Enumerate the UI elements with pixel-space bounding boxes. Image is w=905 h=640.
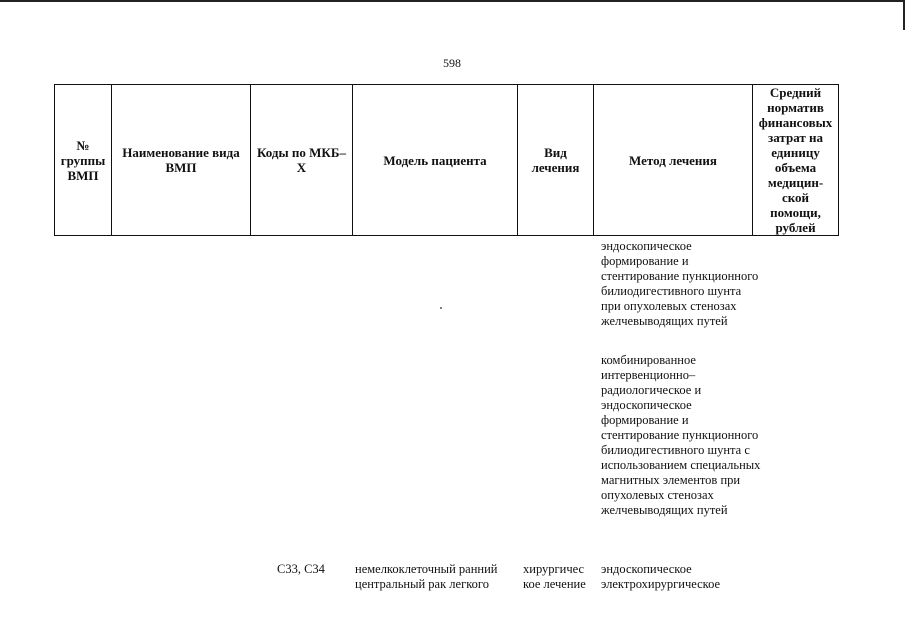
header-vmp-name: Наименование вида ВМП	[122, 145, 240, 175]
table-header	[54, 84, 839, 236]
header-average-cost: Средний норматив финансовых затрат на единицу объема медицин-ской помощи, рублей	[758, 85, 833, 235]
method-entry: комбинированное интервенционно–радиологическое и эндоскопическое формирование и стентирование пункционного билиодигестивного шунта с использованием специальных магнитных элементов при опухолевых стенозах желчевыводящих путей	[601, 353, 761, 517]
header-treatment-method: Метод лечения	[629, 152, 717, 168]
scan-edge-top	[0, 0, 905, 2]
row-patient-model: немелкоклеточный ранний центральный рак легкого	[355, 562, 498, 591]
method-entry: эндоскопическое формирование и стентирование пункционного билиодигестивного шунта при опухолевых стенозах желчевыводящих путей	[601, 239, 759, 328]
header-patient-model: Модель пациента	[383, 152, 487, 168]
row-icd-codes: C33, C34	[277, 562, 325, 576]
header-treatment-type: Вид лечения	[531, 145, 580, 175]
page-number: 598	[443, 56, 461, 70]
row-treatment-type: хирургичес кое лечение	[523, 562, 586, 591]
header-icd-codes: Коды по МКБ–Х	[257, 145, 346, 175]
header-group-number: № группы ВМП	[60, 137, 106, 183]
row-treatment-method: эндоскопическое электрохирургическое	[601, 562, 721, 591]
scan-speck	[440, 307, 442, 309]
